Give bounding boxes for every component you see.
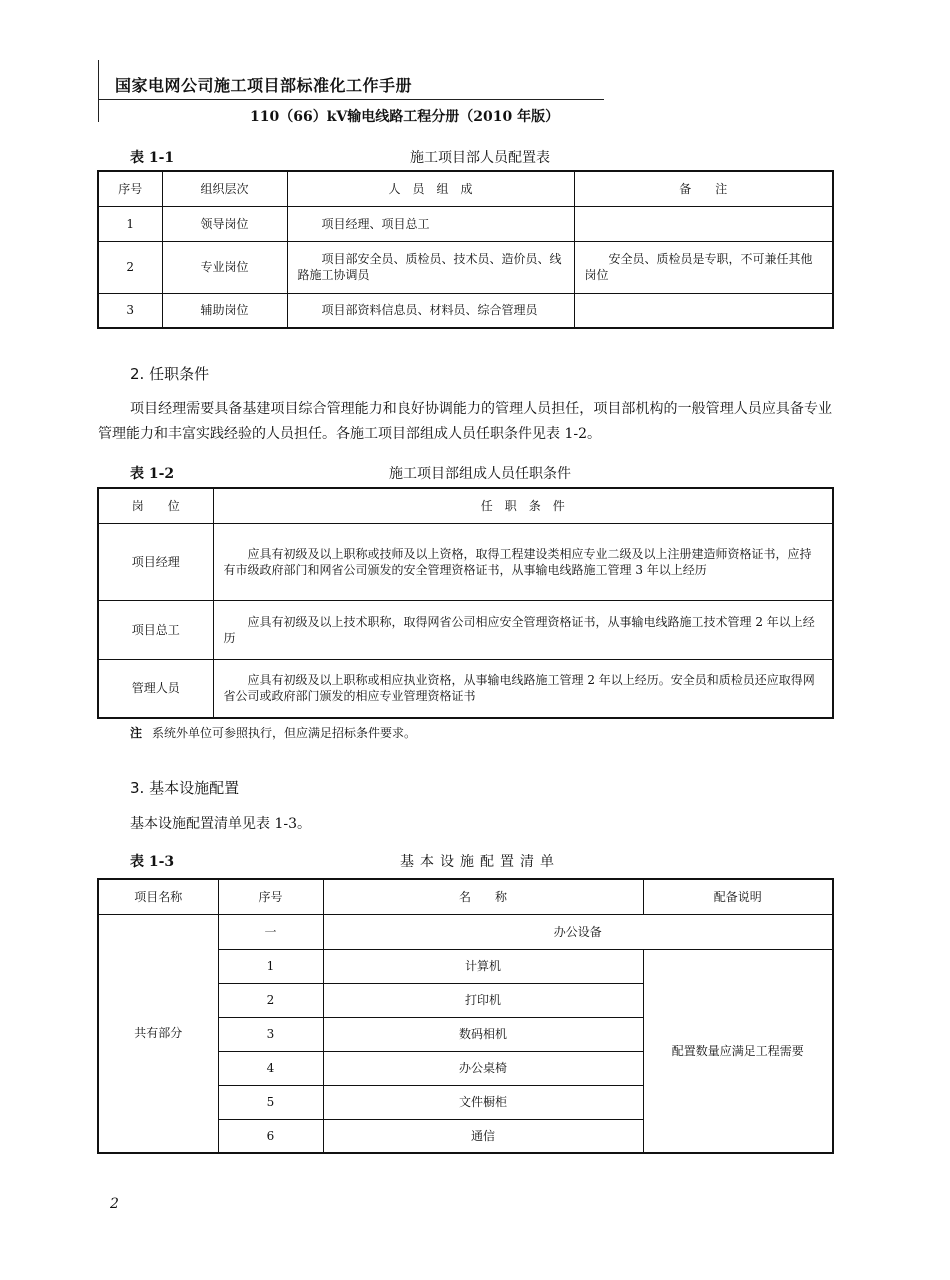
header-horizontal-rule [98, 99, 604, 100]
item-number: 4 [218, 1051, 323, 1085]
table-row [98, 600, 833, 659]
header-vertical-rule [98, 60, 99, 122]
post-name: 管理人员 [98, 659, 213, 718]
table-row [98, 293, 833, 328]
item-number: 6 [218, 1119, 323, 1153]
table-row [98, 241, 833, 293]
group-name: 共有部分 [98, 914, 218, 1153]
item-number: 5 [218, 1085, 323, 1119]
category-number: 一 [218, 914, 323, 949]
org-level: 专业岗位 [162, 241, 287, 293]
item-number: 1 [218, 949, 323, 983]
table2-number: 表 1-2 [130, 466, 175, 482]
table2-caption [130, 463, 830, 483]
staff-members: 项目经理、项目总工 [287, 206, 574, 241]
header-cell: 序号 [98, 171, 162, 206]
manual-title: 国家电网公司施工项目部标准化工作手册 [115, 76, 413, 95]
table-header-row [98, 488, 833, 523]
org-level: 辅助岗位 [162, 293, 287, 328]
table3-number: 表 1-3 [130, 854, 175, 870]
note-text: 系统外单位可参照执行，但应满足招标条件要求。 [152, 726, 417, 740]
row-number: 1 [98, 206, 162, 241]
body-paragraph: 基本设施配置清单见表 1-3。 [130, 816, 311, 832]
item-number: 3 [218, 1017, 323, 1051]
header-cell: 项目名称 [98, 879, 218, 914]
table-row [98, 659, 833, 718]
remark [574, 206, 833, 241]
row-number: 3 [98, 293, 162, 328]
table-header-row [98, 171, 833, 206]
table1-number: 表 1-1 [130, 150, 175, 166]
table1-caption [130, 147, 830, 167]
item-name: 计算机 [323, 949, 643, 983]
item-name: 文件橱柜 [323, 1085, 643, 1119]
qualification-table [97, 487, 834, 719]
post-name: 项目总工 [98, 600, 213, 659]
table-row [98, 206, 833, 241]
post-name: 项目经理 [98, 523, 213, 600]
table3-title: 基本设施配置清单 [400, 854, 560, 870]
header-cell: 配备说明 [643, 879, 833, 914]
header-cell: 名 称 [323, 879, 643, 914]
facilities-table [97, 878, 834, 1154]
item-number: 2 [218, 983, 323, 1017]
note-label: 注 [130, 726, 143, 740]
item-name: 数码相机 [323, 1017, 643, 1051]
header-cell: 任 职 条 件 [213, 488, 833, 523]
table-header-row [98, 879, 833, 914]
table-note [130, 724, 416, 741]
section-heading: 3. 基本设施配置 [130, 779, 240, 797]
header-cell: 备 注 [574, 171, 833, 206]
header-cell: 岗 位 [98, 488, 213, 523]
header-cell: 序号 [218, 879, 323, 914]
body-paragraph: 项目经理需要具备基建项目综合管理能力和良好协调能力的管理人员担任，项目部机构的一般管理人员应具备专业管理能力和丰富实践经验的人员担任。各施工项目部组成人员任职条件见表 1-2。 [98, 401, 832, 442]
item-name: 办公桌椅 [323, 1051, 643, 1085]
remark: 安全员、质检员是专职，不可兼任其他岗位 [574, 241, 833, 293]
requirement: 应具有初级及以上职称或技师及以上资格，取得工程建设类相应专业二级及以上注册建造师资格证书，应持有市级政府部门和网省公司颁发的安全管理资格证书，从事输电线路施工管理 3 年以上经历 [213, 523, 833, 600]
requirement: 应具有初级及以上职称或相应执业资格，从事输电线路施工管理 2 年以上经历。安全员和质检员还应取得网省公司或政府部门颁发的相应专业管理资格证书 [213, 659, 833, 718]
table2-title: 施工项目部组成人员任职条件 [389, 466, 571, 482]
item-name: 通信 [323, 1119, 643, 1153]
table-row [98, 523, 833, 600]
row-number: 2 [98, 241, 162, 293]
manual-subtitle: 110（66）kV输电线路工程分册（2010 年版） [250, 109, 560, 125]
table1-title: 施工项目部人员配置表 [410, 150, 550, 166]
requirement: 应具有初级及以上技术职称，取得网省公司相应安全管理资格证书，从事输电线路施工技术管理 2 年以上经历 [213, 600, 833, 659]
staff-members: 项目部安全员、质检员、技术员、造价员、线路施工协调员 [287, 241, 574, 293]
remark [574, 293, 833, 328]
header-cell: 人 员 组 成 [287, 171, 574, 206]
staffing-table [97, 170, 834, 329]
category-name: 办公设备 [323, 914, 833, 949]
table3-caption [130, 851, 830, 871]
section-heading: 2. 任职条件 [130, 365, 210, 383]
header-cell: 组织层次 [162, 171, 287, 206]
table-row [98, 914, 833, 949]
item-remark: 配置数量应满足工程需要 [643, 949, 833, 1153]
staff-members: 项目部资料信息员、材料员、综合管理员 [287, 293, 574, 328]
org-level: 领导岗位 [162, 206, 287, 241]
page-number: 2 [110, 1196, 119, 1212]
item-name: 打印机 [323, 983, 643, 1017]
